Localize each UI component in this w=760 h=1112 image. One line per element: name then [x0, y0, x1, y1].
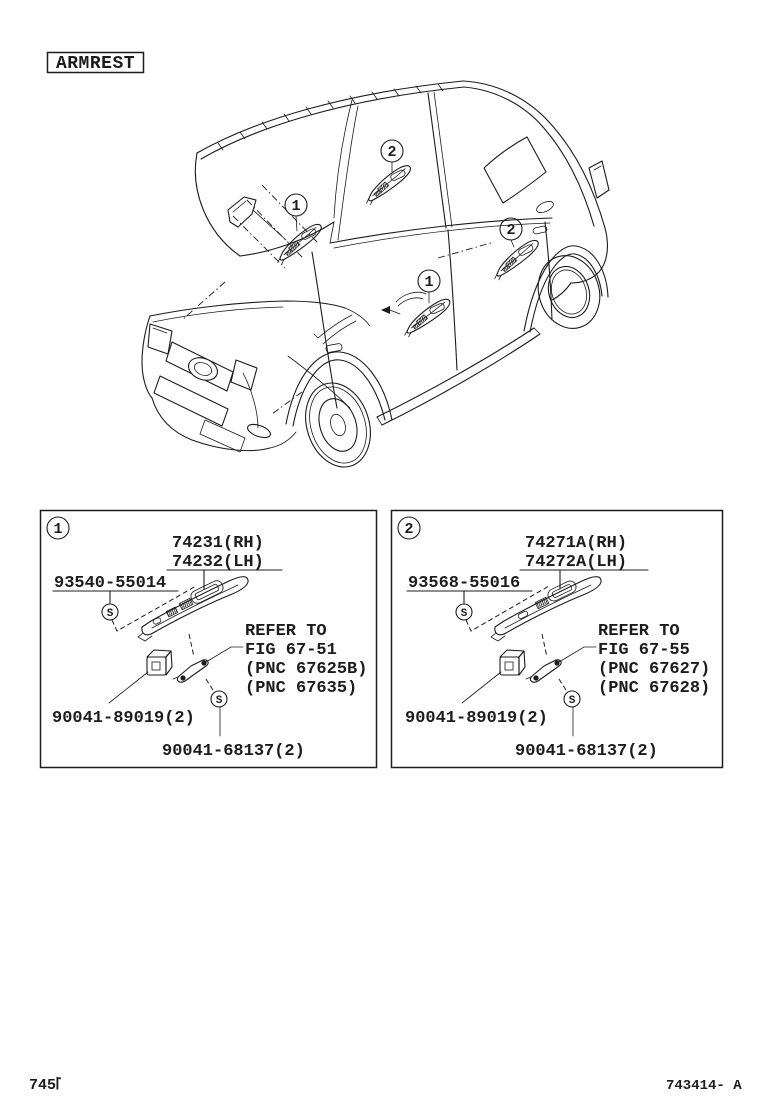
part-number-clip: 90041-89019(2)	[52, 709, 195, 728]
section-header	[48, 53, 144, 75]
refer-note-line2: FIG 67-55	[598, 641, 690, 660]
front-door-handle	[326, 343, 343, 353]
detail-box-1-callout: 1	[53, 521, 63, 538]
part-number-rh: 74231(RH)	[172, 534, 264, 553]
screw-symbol	[211, 691, 227, 707]
part-number-screw2: 90041-68137(2)	[162, 742, 305, 761]
clip-part-drawing	[147, 650, 172, 675]
roof-rear-armrest-part	[359, 164, 417, 206]
callout-1-label: 1	[424, 274, 434, 291]
part-number-screw2: 90041-68137(2)	[515, 742, 658, 761]
brand-emblem	[185, 354, 221, 385]
vehicle-illustration	[142, 81, 609, 475]
headlight-left	[148, 324, 172, 354]
front-wheel	[286, 352, 392, 476]
side-mirror	[228, 197, 286, 240]
part-number-clip: 90041-89019(2)	[405, 709, 548, 728]
part-number-screw: 93568-55016	[408, 574, 521, 593]
svg-text:S: S	[568, 695, 576, 707]
screw-symbol	[102, 604, 118, 620]
screw-symbol	[456, 604, 472, 620]
detail-box-2-callout: 2	[404, 521, 414, 538]
figure-code: 743414- A	[666, 1078, 742, 1094]
part-number-screw: 93540-55014	[54, 574, 167, 593]
screw-symbol	[564, 691, 580, 707]
grab-handle	[535, 199, 555, 215]
svg-text:S: S	[106, 608, 114, 620]
callout-1-label: 1	[291, 198, 301, 215]
bracket-part-drawing	[173, 660, 208, 682]
quarter-window	[484, 137, 546, 203]
refer-note-line3: (PNC 67625B)	[245, 660, 368, 679]
callout-2-rear-door	[500, 218, 522, 247]
part-number-lh: 74272A(LH)	[525, 553, 628, 572]
refer-note-line2: FIG 67-51	[245, 641, 337, 660]
refer-note-line4: (PNC 67628)	[598, 679, 711, 698]
partial-glyph	[57, 1077, 61, 1090]
front-door-armrest-part	[398, 297, 456, 338]
refer-note-line1: REFER TO	[598, 622, 680, 641]
detail-box-front-armrest	[41, 511, 377, 768]
refer-note-line3: (PNC 67627)	[598, 660, 711, 679]
refer-note-line1: REFER TO	[245, 622, 327, 641]
door-pull-cup	[396, 292, 426, 306]
wiper	[314, 315, 356, 344]
taillight	[589, 161, 609, 198]
part-number-rh: 74271A(RH)	[525, 534, 628, 553]
detail-box-rear-armrest	[392, 511, 723, 768]
callout-2-label: 2	[506, 222, 516, 239]
bracket-part-drawing	[526, 660, 561, 682]
rear-wheel	[524, 246, 609, 337]
svg-text:S: S	[215, 695, 223, 707]
page-number: 745	[29, 1077, 57, 1094]
section-label: ARMREST	[55, 54, 136, 74]
callout-1-windshield	[285, 194, 307, 231]
refer-note-line4: (PNC 67635)	[245, 679, 358, 698]
direction-arrow	[381, 306, 390, 314]
page-footer	[29, 1077, 742, 1094]
clip-part-drawing	[500, 650, 525, 675]
callout-2-roof	[381, 140, 403, 172]
svg-text:S: S	[460, 608, 468, 620]
part-number-lh: 74232(LH)	[172, 553, 264, 572]
grille-lower	[154, 376, 228, 426]
windshield-front-armrest-part	[270, 222, 328, 265]
callout-2-label: 2	[387, 144, 397, 161]
fog-light	[246, 422, 272, 441]
rear-door-armrest-part	[487, 238, 545, 281]
